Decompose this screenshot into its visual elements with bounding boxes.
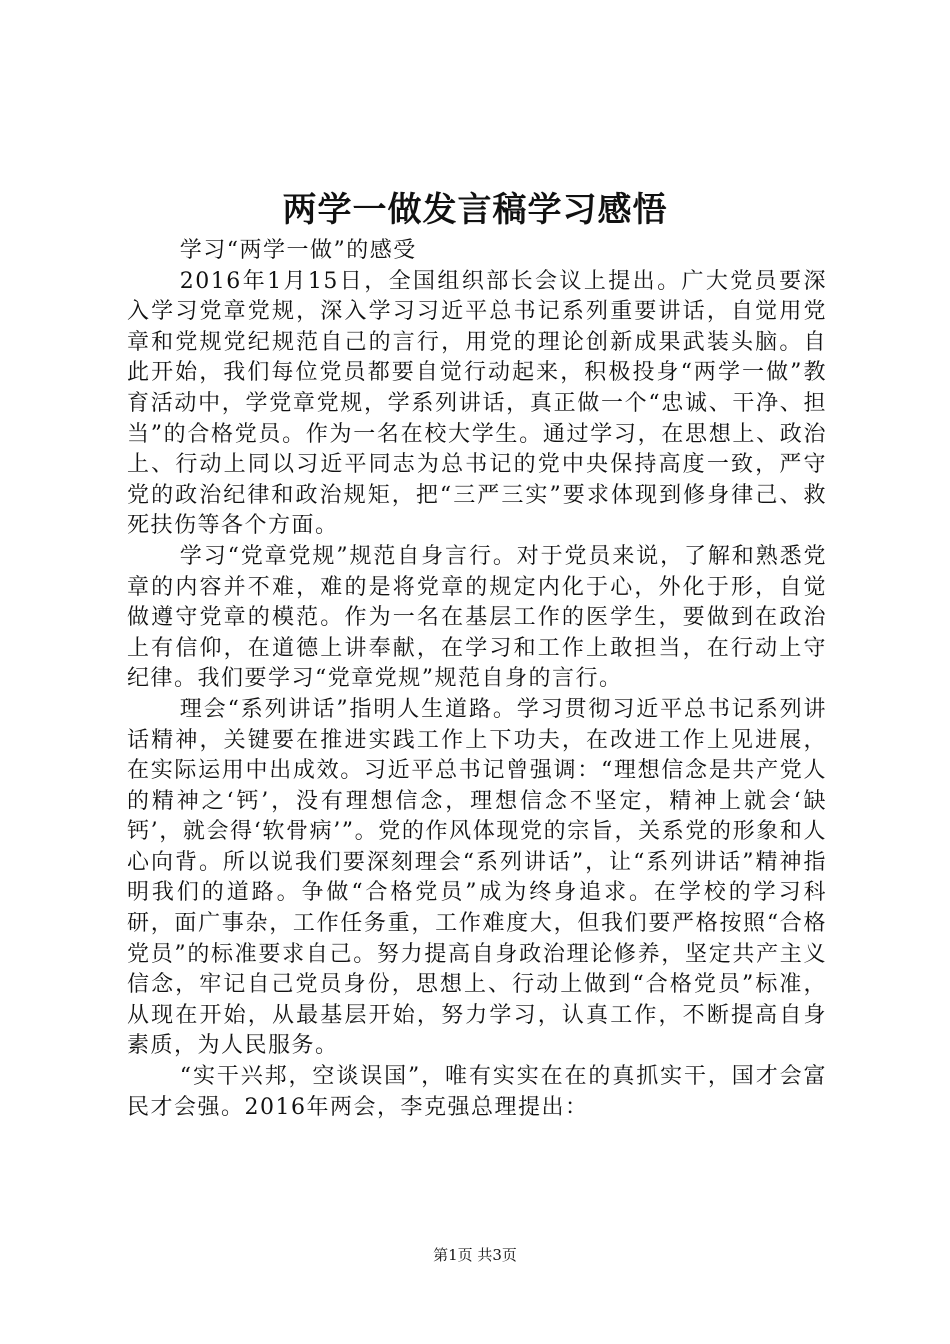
paragraph-subtitle: 学习“两学一做”的感受 <box>179 238 417 263</box>
paragraph: 学习“党章党规”规范自身言行。对于党员来说，了解和熟悉党章的内容并不难，难的是将党章的规定内化于心，外化于形，自觉做遵守党章的模范。作为一名在基层工作的医学生，要做到在政治上有信仰，在道德上讲奉献，在学习和工作上敢担当，在行动上守纪律。我们要学习“党章党规”规范自身的言行。 <box>127 543 827 692</box>
document-body <box>127 236 827 1123</box>
paragraph: 2016年1月15日，全国组织部长会议上提出。广大党员要深入学习党章党规，深入学习习近平总书记系列重要讲话，自觉用党章和党规党纪规范自己的言行，用党的理论创新成果武装头脑。自此开始，我们每位党员都要自觉行动起来，积极投身“两学一做”教育活动中，学党章党规，学系列讲话，真正做一个“忠诚、干净、担当”的合格党员。作为一名在校大学生。通过学习，在思想上、政治上、行动上同以习近平同志为总书记的党中央保持高度一致，严守党的政治纪律和政治规矩，把“三严三实”要求体现到修身律己、救死扶伤等各个方面。 <box>127 268 827 539</box>
page-footer: 第1页 共3页 <box>433 1246 517 1264</box>
document-title: 两学一做发言稿学习感悟 <box>282 190 668 230</box>
paragraph: “实干兴邦，空谈误国”，唯有实实在在的真抓实干，国才会富民才会强。2016年两会，李克强总理提出： <box>127 1064 827 1120</box>
paragraph: 理会“系列讲话”指明人生道路。学习贯彻习近平总书记系列讲话精神，关键要在推进实践工作上下功夫，在改进工作上见进展，在实际运用中出成效。习近平总书记曾强调：“理想信念是共产党人的精神之‘钙’，没有理想信念，理想信念不坚定，精神上就会‘缺钙’，就会得‘软骨病’”。党的作风体现党的宗旨，关系党的形象和人心向背。所以说我们要深刻理会“系列讲话”，让“系列讲话”精神指明我们的道路。争做“合格党员”成为终身追求。在学校的学习科研，面广事杂，工作任务重，工作难度大，但我们要严格按照“合格党员”的标准要求自己。努力提高自身政治理论修养，坚定共产主义信念，牢记自己党员身份，思想上、行动上做到“合格党员”标准，从现在开始，从最基层开始，努力学习，认真工作，不断提高自身素质，为人民服务。 <box>127 696 827 1059</box>
